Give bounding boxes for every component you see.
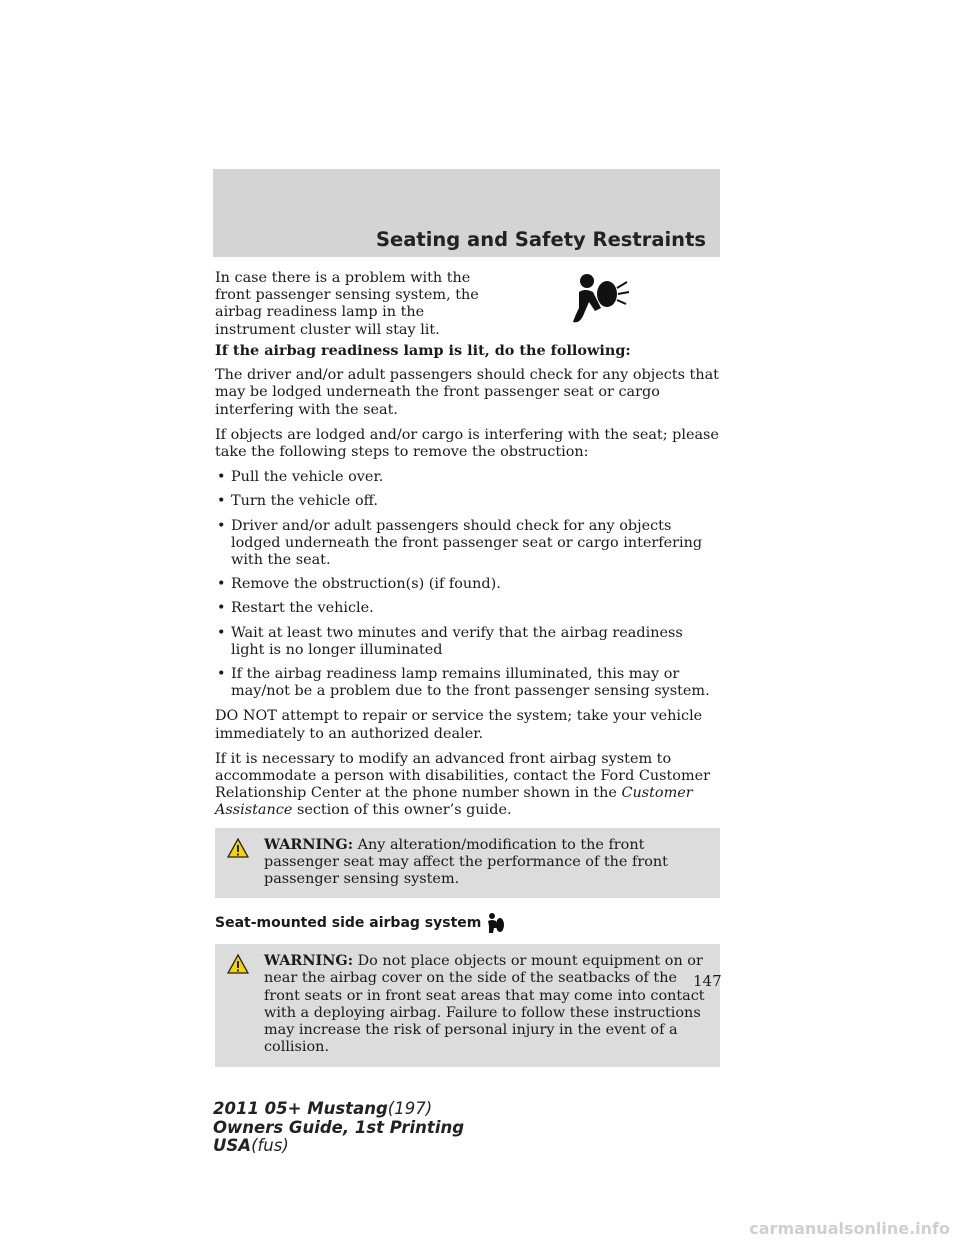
- intro-block: [215, 270, 720, 338]
- list-item: • Remove the obstruction(s) (if found).: [215, 576, 720, 593]
- section-heading-text: Seat-mounted side airbag system: [215, 914, 482, 931]
- page-number: 147: [693, 972, 722, 990]
- warning-triangle-icon: [227, 838, 249, 858]
- steps-list: [215, 469, 720, 700]
- intro-paragraph: In case there is a problem with the front passenger sensing system, the airbag readiness lamp in the instrument cluster will stay lit.: [215, 270, 479, 338]
- print-footer: [213, 1100, 464, 1156]
- warning-box: [215, 944, 720, 1066]
- list-item: • Driver and/or adult passengers should check for any objects lodged underneath the front passenger seat or cargo interfering with the seat.: [215, 518, 720, 570]
- section-title: Seating and Safety Restraints: [375, 228, 706, 251]
- warning-triangle-icon: [227, 954, 249, 974]
- footer-line: 2011 05+ Mustang(197): [213, 1099, 433, 1118]
- paragraph: [215, 751, 720, 820]
- paragraph-text: If it is necessary to modify an advanced front airbag system to accommodate a person with disabilities, contact the Ford Customer Relationship Center at the phone number shown in the: [215, 750, 711, 802]
- warning-label: WARNING:: [264, 835, 354, 853]
- warning-text: [217, 836, 710, 889]
- procedure-heading: If the airbag readiness lamp is lit, do the following:: [215, 342, 631, 359]
- list-item: • Turn the vehicle off.: [215, 493, 720, 510]
- section-header-band: [213, 169, 720, 257]
- list-item: • Wait at least two minutes and verify that the airbag readiness light is no longer illuminated: [215, 625, 720, 659]
- warning-text: [217, 952, 710, 1056]
- footer-line: Owners Guide, 1st Printing: [213, 1117, 465, 1137]
- paragraph: DO NOT attempt to repair or service the system; take your vehicle immediately to an authorized dealer.: [215, 708, 703, 742]
- section-heading: [215, 912, 720, 934]
- footer-line: USA(fus): [213, 1136, 289, 1155]
- watermark: carmanualsonline.info: [749, 1219, 950, 1238]
- airbag-readiness-icon: [571, 272, 631, 328]
- cross-reference: Customer Assistance: [215, 785, 693, 819]
- list-item: • If the airbag readiness lamp remains illuminated, this may or may/not be a problem due to the front passenger sensing system.: [215, 666, 720, 700]
- paragraph: The driver and/or adult passengers should check for any objects that may be lodged underneath the front passenger seat or cargo interfering with the seat.: [215, 367, 719, 418]
- warning-body: Any alteration/modification to the front passenger seat may affect the performance of the front passenger sensing system.: [264, 836, 668, 888]
- paragraph: If objects are lodged and/or cargo is interfering with the seat; please take the following steps to remove the obstruction:: [215, 426, 719, 461]
- list-item: • Pull the vehicle over.: [215, 469, 720, 486]
- list-item: • Restart the vehicle.: [215, 600, 720, 617]
- paragraph-text: section of this owner’s guide.: [296, 802, 512, 819]
- side-airbag-icon: [483, 912, 505, 934]
- page-content: [215, 270, 720, 1079]
- warning-label: WARNING:: [264, 952, 354, 970]
- warning-box: [215, 828, 720, 899]
- warning-body: Do not place objects or mount equipment on or near the airbag cover on the side of the seatbacks of the front seats or in front seat areas that may come into contact with a deploying airbag. Failure to follow these instructions may increase the risk of personal injury in the event of a collision.: [264, 953, 705, 1056]
